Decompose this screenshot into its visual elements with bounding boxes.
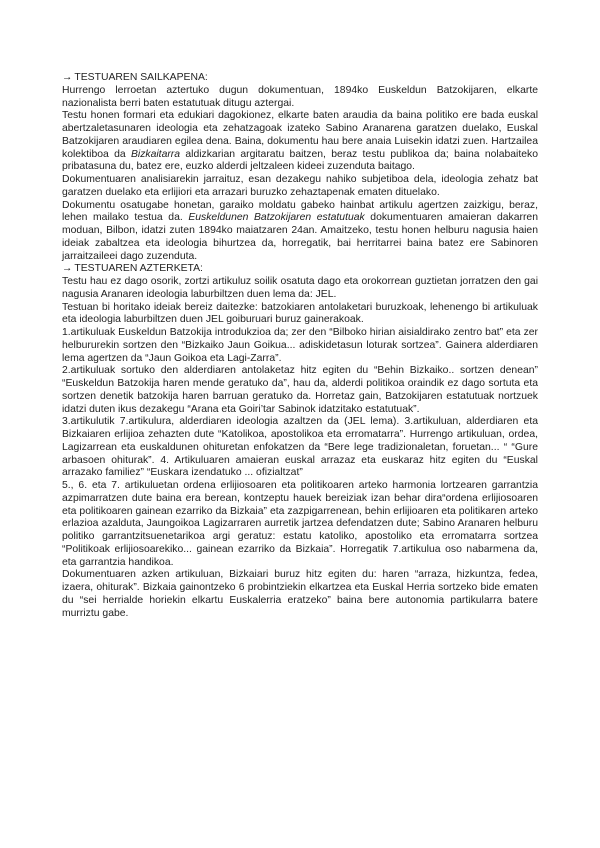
paragraph-text: aldizkarian argitaratu baitzen, beraz testu publikoa da; baina nolabaiteko pribatasuna du, batez ere, euzko alderdi jeltzaleen kideei zuzenduta baitago. bbox=[62, 148, 539, 173]
right-arrow-icon: → bbox=[62, 72, 73, 83]
paragraph-analysis: Dokumentuaren analisiarekin jarraituz, esan dezakegu nahiko subjetiboa dela, ideologia zehatz bat garatzen duelako eta erlijiori eta arrazari buruzko zehaztapenak ematen dituelako. bbox=[62, 174, 538, 198]
paragraph-last-article: Dokumentuaren azken artikuluan, Bizkaiari buruz hitz egiten du: haren “arraza, hizkuntza, fedea, izaera, ohiturak”. Bizkaia gainontzeko 6 probintziekin elkartzea eta Euskal Herria sortzeko bide ematen du “sei herrialde horiekin elkartu Euskalerria eratzeko” baina bere autonomia partikularra batere murriztu gabe. bbox=[62, 569, 538, 619]
section-heading-azterketa bbox=[62, 263, 538, 276]
paragraph-overview: Testu hau ez dago osorik, zortzi artikuluz soilik osatuta dago eta orokorrean guztietan jorratzen den gai nagusia Aranaren ideologia laburbiltzen duen lema da: JEL. bbox=[62, 276, 538, 300]
paragraph-articles-5-7: 5., 6. eta 7. artikuluetan ordena erlijiosoaren eta politikoaren arteko harmonia lortzearen garrantzia azpimarratzen dute baina era berean, kontzeptu hauek bereiziak izan behar dira“ordena erlijiosoaren eta politikoaren gainean ezarriko da Bizkaia” eta zazpigarrenean, behin erlijioaren eta politikaren arteko erlazioa azalduta, Jaungoikoa Lagizarraren aurretik jartzea defendatzen dute; Sabino Aranaren helburu politiko garrantzitsuenetarikoa argi geratuz: estatu katoliko, apostoliko eta erromatarra sortzea “Politikoak erlijiosoarekiko... gainean ezarriko da Bizkaia”. Horregatik 7.artikulua oso nabarmena da, eta garrantzia handikoa. bbox=[62, 480, 538, 568]
italic-document-title: Euskeldunen Batzokijaren estatutuak bbox=[188, 212, 365, 224]
paragraph-text: dokumentuaren amaieran dakarren moduan, Bilbon, idatzi zuten 1894ko maiatzaren 24an. Amaitzeko, testu honen helburu nagusia haien ideiak zabaltzea eta ideologia bihurtzea da, horregatik, bai herritarrei baina batez ere Sabinoren jarraitzaileei dago zuzenduta. bbox=[62, 212, 538, 262]
paragraph-articles-3-4: 3.artikulutik 7.artikulura, alderdiaren ideologia azaltzen da (JEL lema). 3.artikuluan, alderdiaren eta Bizkaiaren erlijioa zehazten dute “Katolikoa, apostolikoa eta erromatarra”. Hurrengo artikuluan, ordea, Lagizarrean eta euskaldunen ohituretan enfokatzen da “Bere lege tradizionaletan, foruetan... “ “Gure arbasoen ohiturak”. 4. Artikuluaren amaieran euskal arrazaz eta euskaraz hitz egiten du “Euskal arrazako familiez” “Euskara izendatuko ... ofizialtzat” bbox=[62, 416, 538, 479]
paragraph-form-content bbox=[62, 110, 538, 174]
right-arrow-icon: → bbox=[62, 263, 73, 275]
paragraph-document-source bbox=[62, 200, 538, 264]
paragraph-text: Dokumentu osatugabe honetan, garaiko moldatu gabeko hainbat artikulu agertzen zaizkigu, beraz, lehen mailako testua da. bbox=[62, 199, 538, 224]
section-heading-text: TESTUAREN SAILKAPENA: bbox=[74, 72, 208, 83]
section-heading-sailkapena bbox=[62, 72, 538, 85]
italic-publication-title: Bizkaitarra bbox=[130, 148, 181, 160]
paragraph-intro: Hurrengo lerroetan aztertuko dugun dokumentuan, 1894ko Euskeldun Batzokijaren, elkarte nazionalista berri baten estatutuak ditugu aztergai. bbox=[62, 84, 538, 109]
paragraph-themes: Testuan bi horitako ideiak bereiz daitezke: batzokiaren antolaketari buruzkoak, lehenengo bi artikuluak eta ideologia laburbiltzen duen JEL goiburuari buruz gainerakoak. bbox=[62, 301, 538, 326]
section-heading-text: TESTUAREN AZTERKETA: bbox=[74, 263, 203, 275]
paragraph-article-2: 2.artikuluak sortuko den alderdiaren antolaketaz hitz egiten du “Behin Bizkaiko.. sortzen denean” “Euskeldun Batzokija haren mende geratuko da”, hau da, alderdi politikoa oraindik ez dago sortuta eta sortzen denetik batzokija haren barruan geratuko da. Horretaz gain, Batzokijaren estatutuak nortzuek idatzi duten ikus dezakegu “Arana eta Goiri’tar Sabinok idatzitako estatutuak”. bbox=[62, 365, 538, 415]
document-page bbox=[62, 72, 538, 620]
paragraph-text: Testu honen formari eta edukiari dagokionez, elkarte baten araudia da baina politiko ere bada euskal abertzaletasunaren ideologia eta zehatzagoak izateko Sabino Aranarena garatzen duelako, Euskal Batzokijaren araudiaren egilea dena. Baina, dokumentu hau bere anaia Luisekin idatzi zuen. Hartzailea kolektiboa da bbox=[62, 110, 538, 160]
paragraph-article-1: 1.artikuluak Euskeldun Batzokija introdukzioa da; zer den “Bilboko hirian aisialdirako zentro bat” eta zer helbururekin sortzen den “Bizkaiko Jaun Goikua... adiskidetasun loturak sortzea”. Gainera alderdiaren lema agertzen da “Jaun Goikoa eta Lagi-Zarra”. bbox=[62, 327, 538, 364]
